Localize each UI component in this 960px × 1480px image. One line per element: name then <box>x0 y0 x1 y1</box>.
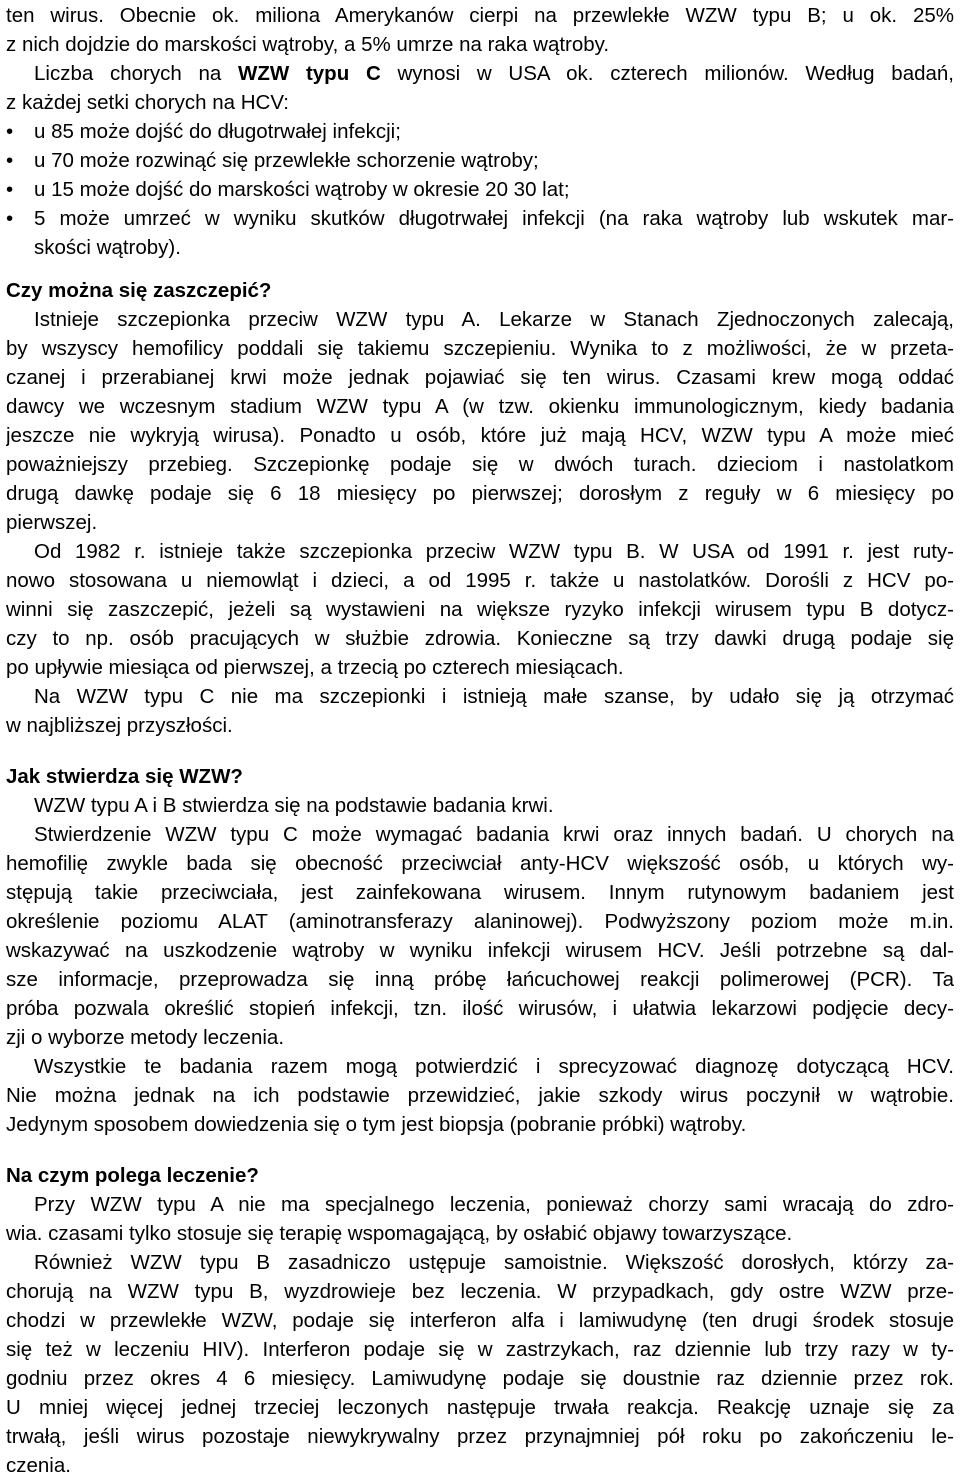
text-line: próba pozwala określić stopień infekcji, tzn. ilość wirusów, i ułatwia lekarzowi podjęcie decy- <box>6 997 954 1020</box>
bold-term: WZW typu C <box>238 62 381 85</box>
text-line: czenia. <box>6 1454 71 1477</box>
text-line: poważniejszy przebieg. Szczepionkę podaje się w dwóch turach. dzieciom i nastolatkom <box>6 453 954 476</box>
bullet-icon: • <box>6 178 14 201</box>
text-line: się też w leczeniu HIV). Interferon podaje się w zastrzykach, raz dziennie lub trzy razy w ty- <box>6 1338 954 1361</box>
list-item <box>6 204 954 233</box>
text-line: chorują na WZW typu B, wyzdrowieje bez leczenia. W przypadkach, gdy ostre WZW prze- <box>6 1280 954 1303</box>
text-line: U mniej więcej jednej trzeciej leczonych następuje trwała reakcja. Reakcję uznaje się za <box>6 1396 954 1419</box>
list-item-text: u 70 może rozwinąć się przewlekłe schorzenie wątroby; <box>34 149 539 172</box>
text-line: stępują takie przeciwciała, jest zainfekowana wirusem. Innym rutynowym badaniem jest <box>6 881 954 904</box>
section-heading: Jak stwierdza się WZW? <box>6 765 243 788</box>
text-line: z nich dojdzie do marskości wątroby, a 5% umrze na raka wątroby. <box>6 33 610 56</box>
text-line: po upływie miesiąca od pierwszej, a trzecią po czterech miesiącach. <box>6 656 624 679</box>
text-line: godniu przez okres 4 6 miesięcy. Lamiwudynę podaje się doustnie raz dziennie przez rok. <box>6 1367 954 1390</box>
text-line: WZW typu A i B stwierdza się na podstawie badania krwi. <box>34 794 554 817</box>
bullet-icon: • <box>6 120 14 143</box>
text-line: zji o wyborze metody leczenia. <box>6 1026 285 1049</box>
text-line: Nie można jednak na ich podstawie przewidzieć, jakie szkody wirus poczynił w wątrobie. <box>6 1084 954 1107</box>
intro-paragraph <box>6 1 954 117</box>
text-line: Od 1982 r. istnieje także szczepionka przeciw WZW typu B. W USA od 1991 r. jest ruty- <box>34 540 954 563</box>
text-line: by wszyscy hemofilicy poddali się takiemu szczepieniu. Wynika to z możliwości, że w przeta- <box>6 337 954 360</box>
text-line: określenie poziomu ALAT (aminotransferazy alaninowej). Podwyższony poziom może m.in. <box>6 910 954 933</box>
text-line: ten wirus. Obecnie ok. miliona Amerykanów cierpi na przewlekłe WZW typu B; u ok. 25% <box>6 4 954 27</box>
text-line: sze informacje, przeprowadza się inną próbę łańcuchowej reakcji polimerowej (PCR). Ta <box>6 968 954 991</box>
section-heading: Na czym polega leczenie? <box>6 1164 259 1187</box>
text-line <box>6 59 954 88</box>
list-item-text: u 85 może dojść do długotrwałej infekcji; <box>34 120 401 143</box>
section-treatment <box>6 1161 954 1480</box>
text-line: wskazywać na uszkodzenie wątroby w wyniku infekcji wirusem HCV. Jeśli potrzebne są dal- <box>6 939 954 962</box>
text-line: Istnieje szczepionka przeciw WZW typu A. Lekarze w Stanach Zjednoczonych zalecają, <box>34 308 954 331</box>
text-line: jeszcze nie wykryją wirusa). Ponadto u osób, które już mają HCV, WZW typu A może mieć <box>6 424 954 447</box>
section-heading: Czy można się zaszczepić? <box>6 279 272 302</box>
text-line: w najbliższej przyszłości. <box>6 714 233 737</box>
text-line: Na WZW typu C nie ma szczepionki i istnieją małe szanse, by udało się ją otrzymać <box>34 685 954 708</box>
list-item <box>6 175 954 204</box>
section-diagnosis <box>6 762 954 1139</box>
text-line: Stwierdzenie WZW typu C może wymagać badania krwi oraz innych badań. U chorych na <box>34 823 954 846</box>
list-item <box>6 117 954 146</box>
text-line: wia. czasami tylko stosuje się terapię wspomagającą, by osłabić objawy towarzyszące. <box>6 1222 793 1245</box>
text-span: wynosi w USA ok. czterech milionów. Według badań, <box>380 62 954 85</box>
text-line: drugą dawkę podaje się 6 18 miesięcy po pierwszej; dorosłym z reguły w 6 miesięcy po <box>6 482 954 505</box>
text-line: trwałą, jeśli wirus pozostaje niewykrywalny przez przynajmniej pół roku po zakończeniu le- <box>6 1425 954 1448</box>
text-line: czanej i przerabianej krwi może jednak pojawiać się ten wirus. Czasami krew mogą oddać <box>6 366 954 389</box>
list-item <box>6 146 954 175</box>
text-line: pierwszej. <box>6 511 98 534</box>
text-line: Również WZW typu B zasadniczo ustępuje samoistnie. Większość dorosłych, którzy za- <box>34 1251 954 1274</box>
text-line: chodzi w przewlekłe WZW, podaje się interferon alfa i lamiwudynę (ten drugi środek stosuje <box>6 1309 954 1332</box>
bullet-icon: • <box>6 149 14 172</box>
list-item-text: 5 może umrzeć w wyniku skutków długotrwałej infekcji (na raka wątroby lub wskutek mar- <box>34 207 954 230</box>
document-page <box>6 0 954 1480</box>
text-line: czy to np. osób pracujących w służbie zdrowia. Konieczne są trzy dawki drugą podaje się <box>6 627 954 650</box>
bullet-list <box>6 117 954 262</box>
text-line: Jedynym sposobem dowiedzenia się o tym jest biopsja (pobranie próbki) wątroby. <box>6 1113 747 1136</box>
text-line: Wszystkie te badania razem mogą potwierdzić i sprecyzować diagnozę dotyczącą HCV. <box>34 1055 954 1078</box>
list-item-continuation: skości wątroby). <box>34 236 181 259</box>
text-line: hemofilię zwykle bada się obecność przeciwciał anty-HCV większość osób, u których wy- <box>6 852 954 875</box>
bullet-icon: • <box>6 207 14 230</box>
list-item-text: u 15 może dojść do marskości wątroby w okresie 20 30 lat; <box>34 178 570 201</box>
text-line: winni się zaszczepić, jeżeli są wystawieni na większe ryzyko infekcji wirusem typu B dotycz- <box>6 598 954 621</box>
text-span: Liczba chorych na <box>34 62 239 85</box>
text-line: nowo stosowana u niemowląt i dzieci, a od 1995 r. także u nastolatków. Dorośli z HCV po- <box>6 569 954 592</box>
text-line: dawcy we wczesnym stadium WZW typu A (w tzw. okienku immunologicznym, kiedy badania <box>6 395 954 418</box>
section-vaccine <box>6 276 954 740</box>
text-line: Przy WZW typu A nie ma specjalnego leczenia, ponieważ chorzy sami wracają do zdro- <box>34 1193 954 1216</box>
text-line: z każdej setki chorych na HCV: <box>6 91 289 114</box>
